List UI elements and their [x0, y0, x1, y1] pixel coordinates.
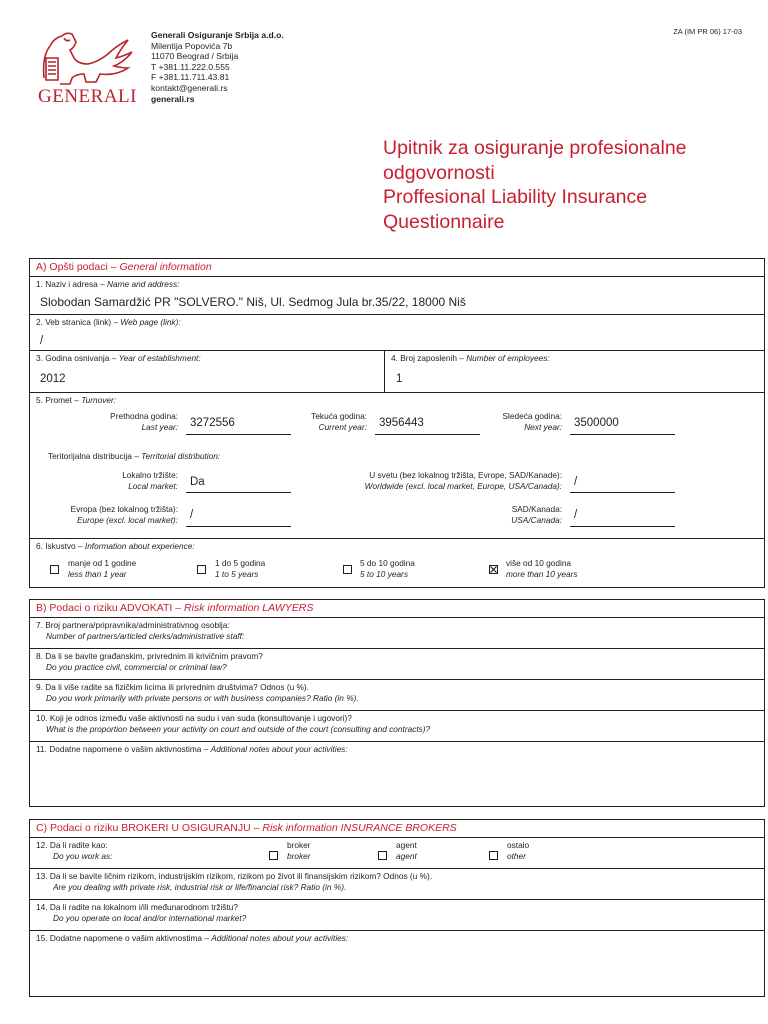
current-year-label: Tekuća godina: Current year: [311, 411, 367, 432]
q13-row [30, 868, 764, 899]
usa-canada-underline [570, 526, 675, 527]
form-code: ZA (IM PR 06) 17-03 [673, 27, 742, 36]
worldwide-field[interactable]: / [574, 476, 578, 488]
work-as-agent-checkbox[interactable] [378, 851, 387, 860]
company-city: 11070 Beograd / Srbija [151, 51, 239, 62]
last-year-field[interactable]: 3272556 [190, 417, 235, 429]
q8-label: 8. Da li se bavite građanskim, privrednim ili krivičnim pravom? Do you practice civil, commercial or criminal law? [36, 651, 263, 672]
section-c [29, 819, 765, 997]
company-info [151, 30, 284, 104]
logo-wordmark: GENERALI [38, 86, 137, 107]
company-web[interactable]: generali.rs [151, 93, 195, 104]
q3-year-field[interactable]: 2012 [40, 373, 66, 385]
local-market-label: Lokalno tržište: Local market: [122, 470, 178, 491]
lion-icon [36, 28, 136, 86]
last-year-underline [186, 434, 291, 435]
experience-less-1-checkbox[interactable] [50, 565, 59, 574]
q2-row [30, 314, 764, 350]
local-market-field[interactable]: Da [190, 476, 205, 488]
q6-row [30, 538, 764, 588]
current-year-field[interactable]: 3956443 [379, 417, 424, 429]
europe-underline [186, 526, 291, 527]
company-street: Milentija Popovića 7b [151, 40, 233, 51]
experience-5-10-checkbox[interactable] [343, 565, 352, 574]
q2-label: 2. Veb stranica (link) – Web page (link): [36, 317, 181, 327]
q12-label: 12. Da li radite kao: Do you work as: [36, 840, 113, 861]
worldwide-underline [570, 492, 675, 493]
local-market-underline [186, 492, 291, 493]
experience-1-5-checkbox[interactable] [197, 565, 206, 574]
section-b-heading: B) Podaci o riziku ADVOKATI – Risk information LAWYERS [36, 602, 314, 614]
section-a-heading: A) Opšti podaci – General information [36, 261, 212, 273]
company-email[interactable]: kontakt@generali.rs [151, 82, 228, 93]
next-year-label: Sledeća godina: Next year: [502, 411, 562, 432]
next-year-underline [570, 434, 675, 435]
q11-row [30, 741, 764, 807]
q5-label: 5. Promet – Turnover: [36, 395, 117, 405]
q4-label: 4. Broj zaposlenih – Number of employees: [391, 353, 550, 363]
q14-row [30, 899, 764, 930]
q6-label: 6. Iskustvo – Information about experience: [36, 541, 195, 551]
work-as-broker-checkbox[interactable] [269, 851, 278, 860]
q1-name-address-field[interactable]: Slobodan Samardžić PR "SOLVERO." Niš, Ul. Sedmog Jula br.35/22, 18000 Niš [40, 295, 466, 309]
q8-row [30, 648, 764, 679]
q15-row [30, 930, 764, 997]
generali-logo [36, 28, 136, 108]
territorial-label: Teritorijalna distribucija – Territorial distribution: [48, 451, 221, 461]
europe-label: Evropa (bez lokalnog tržišta): Europe (excl. local market): [70, 504, 178, 525]
title-line-4: Questionnaire [383, 210, 505, 233]
q7-row [30, 617, 764, 648]
section-b [29, 599, 765, 807]
title-line-2: odgovornosti [383, 161, 495, 184]
usa-canada-field[interactable]: / [574, 509, 578, 521]
current-year-underline [375, 434, 480, 435]
next-year-field[interactable]: 3500000 [574, 417, 619, 429]
q4-employees-field[interactable]: 1 [396, 373, 403, 385]
europe-field[interactable]: / [190, 509, 194, 521]
page-title [383, 136, 687, 234]
work-as-other-label: ostalo other [507, 840, 530, 861]
checkmark-x-icon [490, 566, 497, 573]
experience-less-1-label: manje od 1 godine less than 1 year [68, 558, 137, 579]
experience-more-10-checkbox[interactable] [489, 565, 498, 574]
section-a [29, 258, 765, 588]
experience-5-10-label: 5 do 10 godina 5 to 10 years [360, 558, 415, 579]
q2-web-page-field[interactable]: / [40, 335, 44, 347]
q13-label: 13. Da li se bavite ličnim rizikom, industrijskim rizikom, rizikom po život ili finansijskim rizikom? Odnos (u %). Are you dealing with private risk, industrial risk or life/financial risk? Ratio (in %). [36, 871, 433, 892]
title-line-3: Proffesional Liability Insurance [383, 186, 648, 208]
experience-more-10-label: više od 10 godina more than 10 years [506, 558, 578, 579]
work-as-agent-label: agent agent [396, 840, 417, 861]
usa-canada-label: SAD/Kanada: USA/Canada: [511, 504, 562, 525]
q12-row [30, 837, 764, 868]
experience-1-5-label: 1 do 5 godina 1 to 5 years [215, 558, 266, 579]
q10-label: 10. Koji je odnos između vaše aktivnosti na sudu i van suda (konsultovanje i ugovori)? What is the proportion between your activity on court and outside of the court (consulting and contracts)? [36, 713, 431, 734]
company-phone: T +381.11.222.0.555 [151, 61, 230, 72]
q1-label: 1. Naziv i adresa – Name and address: [36, 279, 180, 289]
company-name: Generali Osiguranje Srbija a.d.o. [151, 30, 284, 40]
last-year-label: Prethodna godina: Last year: [110, 411, 178, 432]
q7-label: 7. Broj partnera/pripravnika/administrativnog osoblja: Number of partners/articled clerks/administrative staff: [36, 620, 245, 641]
work-as-broker-label: broker broker [287, 840, 311, 861]
q15-label: 15. Dodatne napomene o vašim aktivnostima – Additional notes about your activities: [36, 933, 349, 943]
q3-q4-row [30, 350, 764, 392]
q9-row [30, 679, 764, 710]
work-as-other-checkbox[interactable] [489, 851, 498, 860]
worldwide-label: U svetu (bez lokalnog tržišta, Evrope, SAD/Kanade): Worldwide (excl. local market, Europe, USA/Canada): [364, 470, 562, 491]
q11-label: 11. Dodatne napomene o vašim aktivnostima – Additional notes about your activities: [36, 744, 348, 754]
q14-label: 14. Da li radite na lokalnom i/ili međunarodnom tržištu? Do you operate on local and/or international market? [36, 902, 247, 923]
q10-row [30, 710, 764, 741]
section-c-heading: C) Podaci o riziku BROKERI U OSIGURANJU – Risk information INSURANCE BROKERS [36, 822, 457, 834]
q3-q4-divider [384, 351, 385, 392]
q9-label: 9. Da li više radite sa fizičkim licima ili privrednim društvima? Odnos (u %). Do you work primarily with private persons or with business companies? Ratio (in %). [36, 682, 359, 703]
q5-row [30, 392, 764, 538]
q1-row [30, 276, 764, 314]
company-fax: F +381.11.711.43.81 [151, 72, 230, 83]
q3-label: 3. Godina osnivanja – Year of establishment: [36, 353, 201, 363]
title-line-1: Upitnik za osiguranje profesionalne [383, 137, 687, 159]
